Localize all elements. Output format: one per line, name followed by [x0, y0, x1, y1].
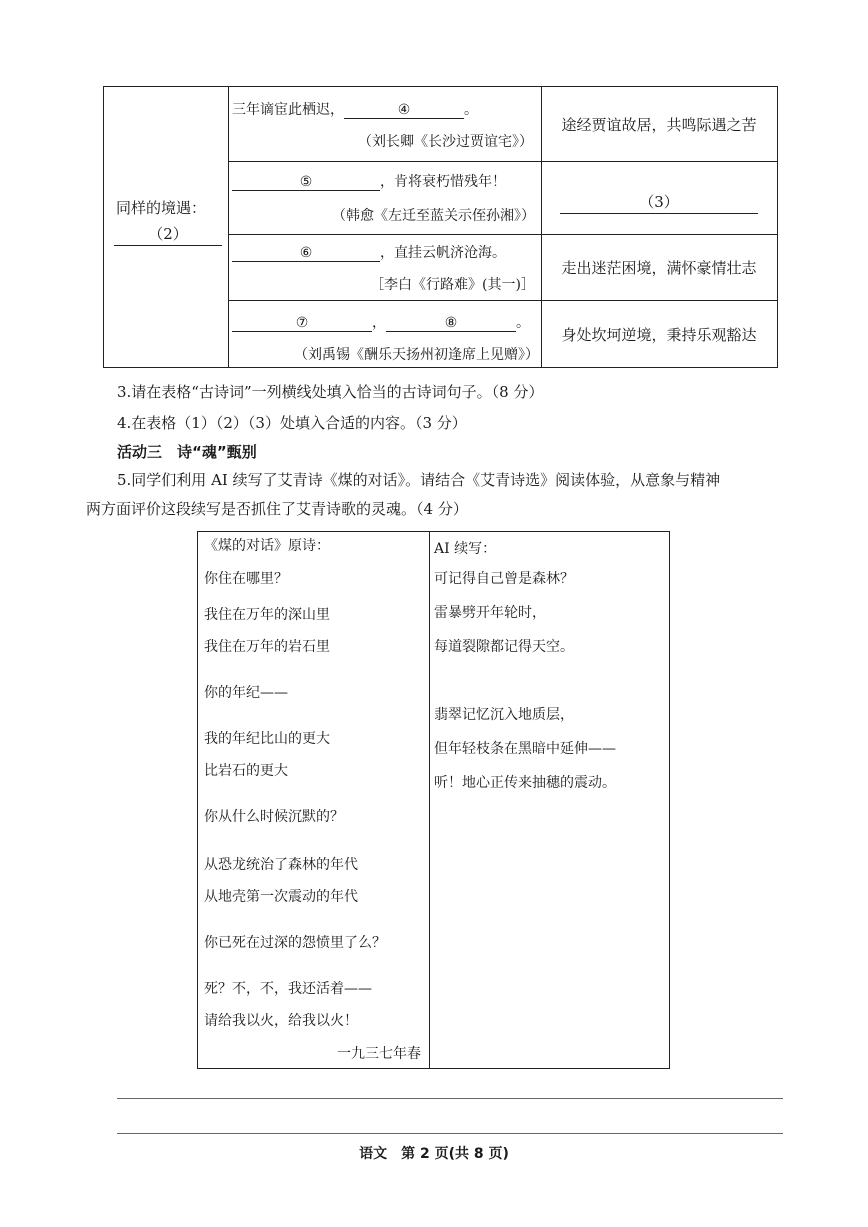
- activity-heading: 活动三 诗“魂”甄别: [117, 443, 257, 461]
- poem-line: 每道裂隙都记得天空。: [434, 639, 574, 655]
- left-label: 同样的境遇：: [116, 199, 207, 217]
- poem-line: 我住在万年的深山里: [204, 607, 330, 623]
- poem-line: 死？不，不，我还活着——: [204, 981, 372, 997]
- poem-source: ［李白《行路难》(其一)］: [370, 277, 535, 293]
- answer-blank-8[interactable]: ⑧: [386, 315, 516, 332]
- poem-text: 。: [516, 315, 530, 331]
- table-row: [228, 300, 541, 368]
- answer-blank-6[interactable]: ⑥: [232, 245, 380, 262]
- right-cell: [541, 161, 777, 234]
- poem-source: （刘长卿《长沙过贾谊宅》）: [358, 134, 533, 150]
- poem-line: 雷暴劈开年轮时，: [434, 605, 546, 621]
- poem-line: 但年轻枝条在黑暗中延伸——: [434, 741, 616, 757]
- poem-text: 三年谪宦此栖迟，: [232, 102, 344, 118]
- poem-line: 你已死在过深的怨愤里了么？: [204, 935, 386, 951]
- table-row: [228, 234, 541, 300]
- table-row: [228, 87, 541, 161]
- poem-line: 你的年纪——: [204, 685, 288, 701]
- question-5-cont: 两方面评价这段续写是否抓住了艾青诗歌的灵魂。（4 分）: [86, 500, 468, 518]
- poem-line: 从恐龙统治了森林的年代: [204, 857, 358, 873]
- poem-line: 我住在万年的岩石里: [204, 639, 330, 655]
- poem-line: 你住在哪里？: [204, 571, 288, 587]
- poem-line: 听！地心正传来抽穗的震动。: [434, 775, 616, 791]
- question-5: 5.同学们利用 AI 续写了艾青诗《煤的对话》。请结合《艾青诗选》阅读体验，从意象与精神: [117, 471, 721, 489]
- poem-line: 翡翠记忆沉入地质层，: [434, 707, 574, 723]
- poem-comparison-table: [197, 531, 670, 1069]
- answer-blank-5[interactable]: ⑤: [232, 174, 380, 191]
- poem-table: [103, 86, 778, 368]
- poem-text: 。: [464, 102, 478, 118]
- question-3: 3.请在表格“古诗词”一列横线处填入恰当的古诗词句子。（8 分）: [117, 383, 544, 401]
- page-footer: 语文 第 2 页(共 8 页): [359, 1146, 509, 1162]
- ai-continuation-title: AI 续写：: [434, 541, 497, 557]
- column-divider: [429, 532, 430, 1068]
- poem-source: （韩愈《左迁至蓝关示侄孙湘》）: [332, 208, 535, 224]
- right-cell: 身处坎坷逆境，秉持乐观豁达: [561, 325, 757, 344]
- left-cell: [104, 87, 228, 367]
- poem-text: ，直挂云帆济沧海。: [380, 245, 506, 261]
- answer-blank-2[interactable]: （2）: [114, 223, 222, 246]
- right-cell: 途经贾谊故居，共鸣际遇之苦: [561, 115, 757, 134]
- poem-text: ，: [372, 315, 386, 331]
- poem-line: 可记得自己曾是森林？: [434, 571, 574, 587]
- right-cell: 走出迷茫困境，满怀豪情壮志: [561, 258, 757, 277]
- answer-line[interactable]: [117, 1133, 783, 1134]
- answer-line[interactable]: [117, 1098, 783, 1099]
- table-row: [228, 161, 541, 234]
- answer-blank-4[interactable]: ④: [344, 102, 464, 119]
- poem-line: 从地壳第一次震动的年代: [204, 889, 358, 905]
- poem-line: 你从什么时候沉默的？: [204, 809, 344, 825]
- poem-date: 一九三七年春: [337, 1046, 421, 1062]
- answer-blank-3[interactable]: （3）: [560, 191, 758, 214]
- question-4: 4.在表格（1）（2）（3）处填入合适的内容。（3 分）: [117, 414, 467, 432]
- poem-text: ，肯将衰朽惜残年！: [380, 174, 506, 190]
- original-poem-title: 《煤的对话》原诗：: [204, 538, 330, 554]
- answer-blank-7[interactable]: ⑦: [232, 315, 372, 332]
- poem-line: 请给我以火，给我以火！: [204, 1013, 358, 1029]
- poem-line: 我的年纪比山的更大: [204, 731, 330, 747]
- poem-line: 比岩石的更大: [204, 763, 288, 779]
- poem-source: （刘禹锡《酬乐天扬州初逢席上见赠》）: [294, 347, 539, 363]
